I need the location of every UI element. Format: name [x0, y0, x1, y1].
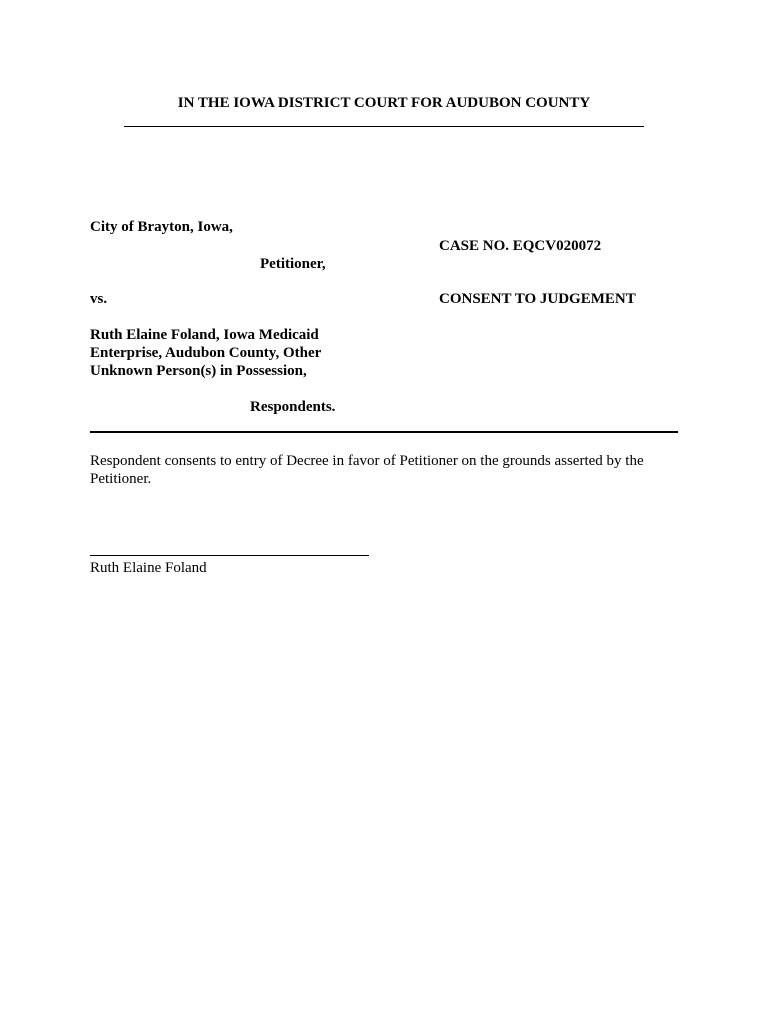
document-title: CONSENT TO JUDGEMENT	[439, 291, 636, 307]
respondent-names	[90, 326, 350, 380]
petitioner-role: Petitioner,	[260, 256, 326, 272]
respondent-role: Respondents.	[250, 399, 336, 415]
signatory-name: Ruth Elaine Foland	[90, 560, 207, 576]
header-rule	[124, 126, 644, 127]
versus-label: vs.	[90, 291, 108, 307]
court-header: IN THE IOWA DISTRICT COURT FOR AUDUBON COUNTY	[177, 95, 591, 111]
signature-line	[90, 555, 369, 556]
respondent-line: Unknown Person(s) in Possession,	[90, 363, 307, 379]
case-number: CASE NO. EQCV020072	[439, 238, 602, 254]
caption-rule	[90, 431, 678, 433]
petitioner-name: City of Brayton, Iowa,	[90, 219, 233, 235]
respondent-line: Ruth Elaine Foland, Iowa Medicaid	[90, 327, 319, 343]
consent-statement: Respondent consents to entry of Decree in favor of Petitioner on the grounds asserted by the Petitioner.	[90, 453, 644, 487]
respondent-line: Enterprise, Audubon County, Other	[90, 345, 322, 361]
